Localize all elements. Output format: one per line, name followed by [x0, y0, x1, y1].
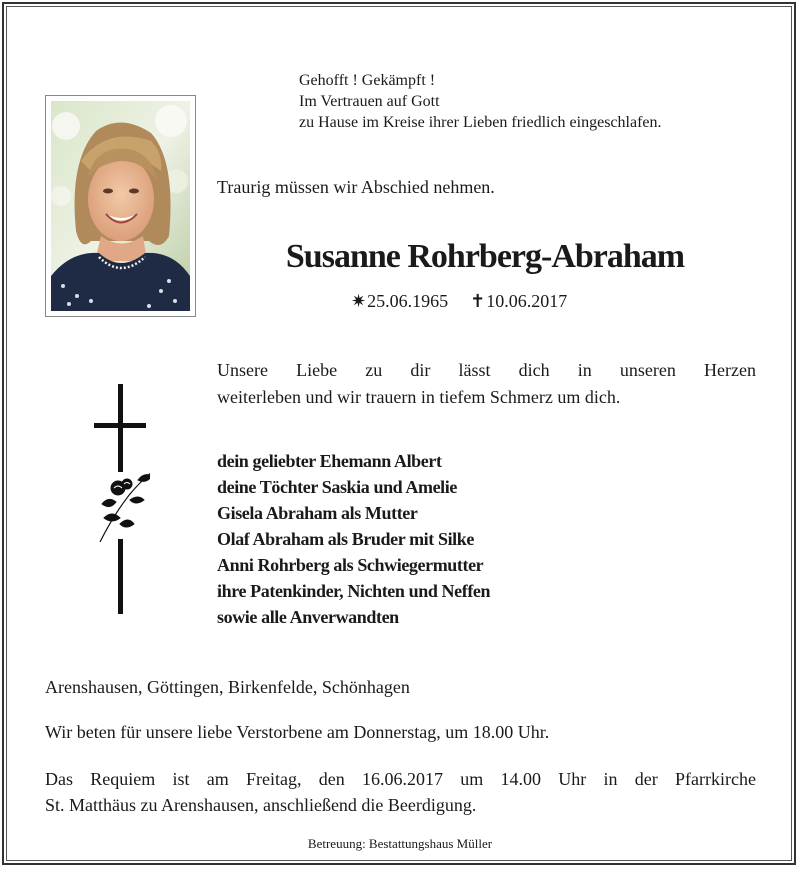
prayer-notice: Wir beten für unsere liebe Verstorbene am Donnerstag, um 18.00 Uhr.: [45, 722, 550, 742]
places-line: Arenshausen, Göttingen, Birkenfelde, Schönhagen: [45, 677, 410, 697]
quote-line: zu Hause im Kreise ihrer Lieben friedlich eingeschlafen.: [299, 114, 662, 131]
message-line: weiterleben und wir trauern in tiefem Schmerz um dich.: [217, 387, 621, 407]
intro-text: Traurig müssen wir Abschied nehmen.: [217, 177, 495, 197]
mourner-line: Olaf Abraham als Bruder mit Silke: [217, 529, 474, 549]
message-line: Unsere Liebe zu dir lässt dich in unseren Herzen: [217, 360, 756, 380]
condolence-message: [217, 357, 756, 411]
portrait-photo: [45, 95, 196, 317]
mourner-line: Anni Rohrberg als Schwiegermutter: [217, 555, 484, 575]
birth-date: 25.06.1965: [367, 291, 449, 311]
quote-line: Im Vertrauen auf Gott: [299, 93, 440, 110]
opening-quote: [299, 70, 662, 133]
mourners-list: [217, 448, 490, 630]
quote-line: Gehofft ! Gekämpft !: [299, 72, 436, 89]
portrait-image: [51, 101, 190, 311]
mourner-line: dein geliebter Ehemann Albert: [217, 451, 442, 471]
mourner-line: sowie alle Anverwandten: [217, 607, 399, 627]
cross-with-rose-icon: [94, 384, 150, 614]
requiem-line: St. Matthäus zu Arenshausen, anschließend die Beerdigung.: [45, 795, 477, 815]
star-icon: ✷: [351, 291, 367, 311]
mourner-line: deine Töchter Saskia und Amelie: [217, 477, 457, 497]
requiem-line: Das Requiem ist am Freitag, den 16.06.2017 um 14.00 Uhr in der Pfarrkirche: [45, 769, 756, 789]
requiem-notice: [45, 766, 756, 818]
death-date: 10.06.2017: [486, 291, 568, 311]
deceased-name: Susanne Rohrberg-Abraham: [285, 238, 685, 275]
undertaker-credit: Betreuung: Bestattungshaus Müller: [307, 836, 493, 851]
mourner-line: ihre Patenkinder, Nichten und Neffen: [217, 581, 491, 601]
mourner-line: Gisela Abraham als Mutter: [217, 503, 418, 523]
life-dates: [351, 291, 567, 312]
cross-small-icon: ✝: [470, 291, 486, 311]
